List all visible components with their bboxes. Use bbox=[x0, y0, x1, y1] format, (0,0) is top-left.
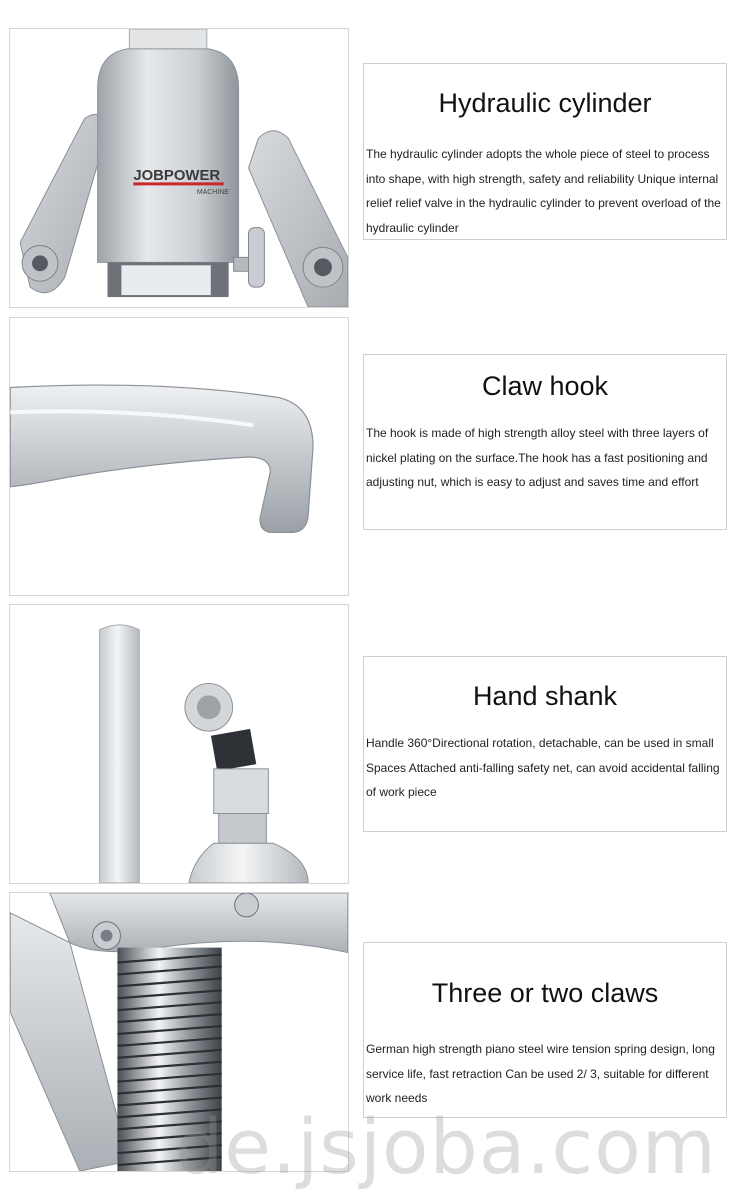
claw-hook-illustration bbox=[10, 318, 348, 595]
photo-hydraulic-cylinder bbox=[9, 28, 349, 308]
photo-claw-hook bbox=[9, 317, 349, 596]
title-hand-shank: Hand shank bbox=[472, 681, 618, 711]
title-hydraulic-cylinder: Hydraulic cylinder bbox=[438, 88, 652, 118]
card-hydraulic-cylinder bbox=[363, 63, 727, 240]
text-hand-shank: Handle 360°Directional rotation, detachable, can be used in small Spaces Attached anti-falling safety net, can avoid accidental falling of work piece bbox=[366, 736, 720, 799]
hydraulic-cylinder-illustration bbox=[10, 29, 348, 307]
logo-subtext: MACHINE bbox=[196, 188, 229, 196]
title-three-or-two-claws: Three or two claws bbox=[431, 978, 659, 1008]
card-claw-hook bbox=[363, 354, 727, 530]
text-hydraulic-cylinder: The hydraulic cylinder adopts the whole piece of steel to process into shape, with high strength, safety and reliability Unique internal relief relief valve in the hydraulic cylinder to prevent overload of the hydraulic cylinder bbox=[366, 147, 721, 235]
card-three-or-two-claws bbox=[363, 942, 727, 1118]
hand-shank-illustration bbox=[10, 605, 348, 883]
card-hand-shank bbox=[363, 656, 727, 832]
text-claw-hook: The hook is made of high strength alloy steel with three layers of nickel plating on the surface.The hook has a fast positioning and adjusting nut, which is easy to adjust and saves time and effort bbox=[366, 426, 709, 489]
title-claw-hook: Claw hook bbox=[481, 371, 609, 401]
photo-hand-shank bbox=[9, 604, 349, 884]
logo-text: JOBPOWER bbox=[133, 167, 221, 184]
watermark: de.jsjoba.com bbox=[175, 1102, 717, 1191]
text-three-or-two-claws: German high strength piano steel wire tension spring design, long service life, fast retraction Can be used 2/ 3, suitable for different work needs bbox=[366, 1042, 715, 1105]
